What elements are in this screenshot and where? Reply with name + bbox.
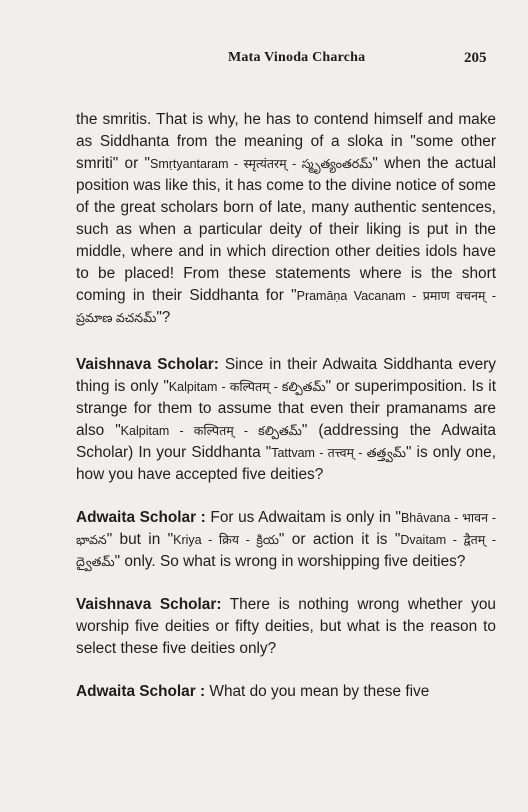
- running-title: Mata Vinoda Charcha: [228, 50, 366, 65]
- transliteration: Dvaitam - द्वैतम् - ద్వైతమ్: [76, 533, 496, 569]
- paragraph-2: Vaishnava Scholar: Since in their Adwaita Siddhanta every thing is only "Kalpitam - कल्पितम् - కల్పితమ్" or superimposition. Is it strange for them to assume that even their pramanams are also "Kalpitam - कल्पितम् - కల్పితమ్" (addressing the Adwaita Scholar) In your Siddhanta "Tattvam - तत्त्वम् - తత్త్వమ్" is only one, how you have accepted five deities?: [76, 356, 496, 483]
- paragraph-3: Adwaita Scholar : For us Adwaitam is only in "Bhāvana - भावन - భావన" but in "Kriya - क्रिय - క్రియ" or action it is "Dvaitam - द्वैतम् - ద్వైతమ్" only. So what is wrong in worshipping five deities?: [76, 509, 496, 570]
- transliteration: Kriya - क्रिय - క్రియ: [173, 533, 279, 547]
- transliteration: Bhāvana - भावन - భావన: [76, 511, 496, 547]
- speaker-label: Vaishnava Scholar:: [76, 356, 219, 373]
- page-header: [0, 50, 528, 72]
- body-text: [76, 109, 496, 724]
- transliteration: Kalpitam - कल्पितम् - కల్పితమ్: [168, 380, 326, 394]
- speaker-label: Vaishnava Scholar:: [76, 596, 222, 613]
- paragraph-5: Adwaita Scholar : What do you mean by these five: [76, 683, 430, 700]
- speaker-label: Adwaita Scholar :: [76, 509, 206, 526]
- page-number: 205: [464, 50, 487, 66]
- paragraph-1: the smritis. That is why, he has to contend himself and make as Siddhanta from the meaning of a sloka in "some other smriti" or "Smṛtyantaram - स्मृत्यंतरम् - స్మృత్యంతరమ్" when the actual position was like this, it has come to the divine notice of some of the great scholars born of late, many authentic sentences, such as when a particular deity of their liking is put in the middle, where and in which direction other deities idols have to be placed! From these statements where is the short coming in their Siddhanta for "Pramāṇa Vacanam - प्रमाण वचनम् - ప్రమాణ వచనమ్"?: [76, 111, 497, 326]
- transliteration: Smṛtyantaram - स्मृत्यंतरम् - స్మృత్యంతరమ్: [150, 157, 373, 171]
- transliteration: Tattvam - तत्त्वम् - తత్త్వమ్: [271, 446, 406, 460]
- paragraph-4: Vaishnava Scholar: There is nothing wrong whether you worship five deities or fifty deities, but what is the reason to select these five deities only?: [76, 596, 496, 657]
- transliteration: Pramāṇa Vacanam - प्रमाण वचनम् - ప్రమాణ వచనమ్: [76, 289, 497, 325]
- transliteration: Kalpitam - कल्पितम् - కల్పితమ్: [120, 424, 302, 438]
- speaker-label: Adwaita Scholar :: [76, 683, 206, 700]
